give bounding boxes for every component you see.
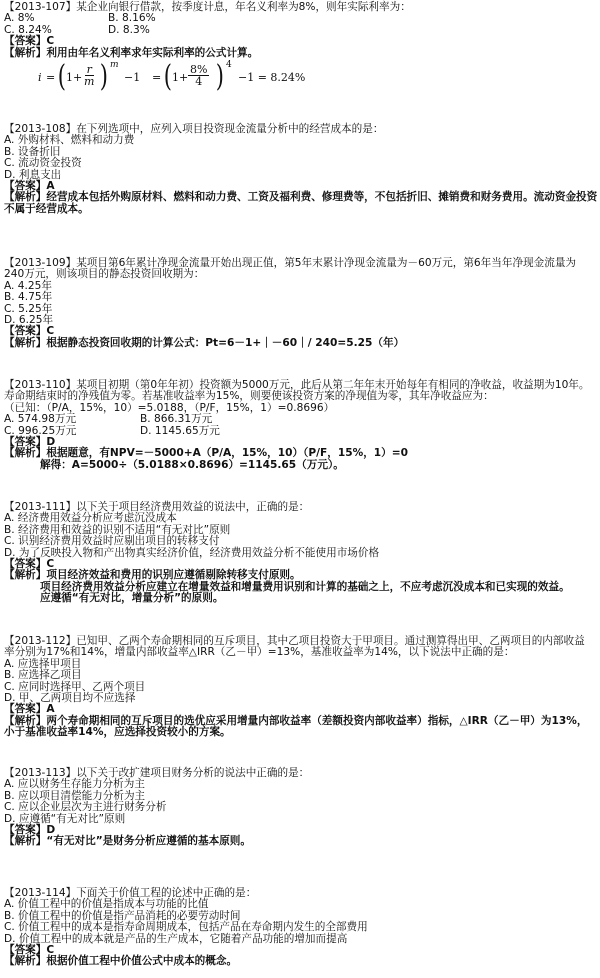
question-stem-cont: 240万元，则该项目的静态投资回收期为： [4,268,205,281]
option-d: D. 1145.65万元 [140,424,220,437]
option-d: D. 价值工程中的成本就是产品的生产成本，它随着产品功能的增加而提高 [4,932,348,945]
option-d: D. 甲、乙两项目均不应选择 [4,692,136,705]
option-b: B. 8.16% [108,12,156,25]
option-a: A. 经济费用效益分析应考虑沉没成本 [4,512,177,525]
question-stem: 【2013-114】下面关于价值工程的论述中正确的是： [4,887,257,899]
option-a: A. 应选择甲项目 [4,657,82,670]
answer: 【答案】A [4,180,55,193]
question-stem: 【2013-110】某项目初期（第0年年初）投资额为5000万元，此后从第二年年末开始每年有相同的净收益，收益期为10年。 [4,379,590,391]
answer: 【答案】D [4,436,56,448]
answer: 【答案】C [4,35,55,48]
option-a: A. 价值工程中的价值是指成本与功能的比值 [4,898,209,911]
analysis: 【解析】根据题意，有NPV=－5000+A（P/A，15%，10）（P/F，15%，1）=0 [4,447,409,460]
option-b: B. 应以项目清偿能力分析为主 [4,789,146,802]
options-row [4,414,596,425]
question-2013-112 [4,636,596,739]
answer: 【答案】C [4,944,55,957]
option-a: A. 4.25年 [4,279,52,292]
analysis: 【解析】根据价值工程中价值公式中成本的概念。 [4,955,238,968]
options-row [4,426,596,437]
question-stem: 【2013-108】在下列选项中，应列入项目投资现金流量分析中的经营成本的是： [4,123,384,135]
option-b: B. 设备折旧 [4,145,61,158]
option-c: C. 996.25万元 [4,424,77,437]
question-2013-114 [4,888,596,968]
analysis: 【解析】两个寿命期相同的互斥项目的选优应采用增量内部收益率（差额投资内部收益率）指标，△IRR（乙－甲）为13%， [4,714,588,727]
option-a: A. 574.98万元 [4,413,77,426]
analysis: 【解析】经营成本包括外购原材料、燃料和动力费、工资及福利费、修理费等，不包括折旧、摊销费和财务费用。流动资金投资 [4,191,598,204]
question-stem: 【2013-113】以下关于改扩建项目财务分析的说法中正确的是： [4,767,310,779]
option-d: D. 利息支出 [4,168,62,181]
question-stem-cont: 寿命期结束时的净残值为零。若基准收益率为15%，则要使该投资方案的净现值为零，其年净收益应为： [4,390,494,403]
options-row [4,13,596,24]
option-c: C. 流动资金投资 [4,157,82,170]
effective-rate-formula: i = ( 1+ $\frac{r}{m}$ ) m −1 = ( 1+ $\frac{8\%}{4}$ ) 4 −1 = 8.24% [38,59,306,94]
question-2013-110 [4,380,596,471]
question-2013-108 [4,124,596,215]
question-stem: 【2013-107】某企业向银行借款，按季度计息，年名义利率为8%，则年实际利率为： [4,1,411,13]
analysis-cont: 不属于经营成本。 [4,202,89,215]
option-a: A. 应以财务生存能力分析为主 [4,778,145,791]
options-row [4,25,596,36]
option-a: A. 外购材料、燃料和动力费 [4,134,135,147]
question-2013-111 [4,502,596,605]
question-stem: 【2013-112】已知甲、乙两个寿命期相同的互斥项目，其中乙项目投资大于甲项目。通过测算得出甲、乙两项目的内部收益 [4,635,585,647]
answer: 【答案】C [4,325,55,338]
analysis: 【解析】根据静态投资回收期的计算公式：Pt=6－1+｜－60｜/ 240=5.25（年） [4,336,405,349]
question-stem-cont: 率分别为17%和14%，增量内部收益率△IRR（乙－甲）=13%，基准收益率为14%，以下说法中正确的是： [4,646,515,659]
option-c: C. 5.25年 [4,302,53,315]
option-b: B. 价值工程中的价值是指产品消耗的必要劳动时间 [4,909,241,922]
option-b: B. 经济费用和效益的识别不适用“有无对比”原则 [4,523,231,536]
question-2013-113 [4,768,596,848]
answer: 【答案】A [4,703,55,716]
question-2013-109 [4,258,596,349]
analysis-cont: 应遵循“有无对比，增量分析”的原则。 [40,592,224,605]
question-stem: 【2013-109】某项目第6年累计净现金流量开始出现正值，第5年末累计净现金流量为－60万元，第6年当年净现金流量为 [4,257,577,269]
question-given: （已知：（P/A，15%，10）=5.0188，（P/F，15%，1）=0.8696） [4,401,335,414]
option-b: B. 应选择乙项目 [4,669,82,682]
option-b: B. 4.75年 [4,291,53,304]
answer: 【答案】C [4,558,55,571]
analysis: 【解析】利用由年名义利率求年实际利率的公式计算。 [4,46,259,59]
option-c: C. 价值工程中的成本是指寿命周期成本，包括产品在寿命期内发生的全部费用 [4,921,368,934]
option-d: D. 8.3% [108,23,150,36]
analysis: 【解析】项目经济效益和费用的识别应遵循剔除转移支付原则。 [4,569,301,582]
question-stem: 【2013-111】以下关于项目经济费用效益的说法中，正确的是： [4,501,310,513]
option-d: D. 应遵循“有无对比”原则 [4,812,126,825]
question-2013-107 [4,2,596,96]
analysis: 【解析】“有无对比”是财务分析应遵循的基本原则。 [4,835,251,848]
analysis-solution: 解得：A=5000÷（5.0188×0.8696）=1145.65（万元）。 [40,458,344,471]
option-c: C. 8.24% [4,23,52,36]
option-c: C. 应以企业层次为主进行财务分析 [4,801,167,814]
answer: 【答案】D [4,824,56,837]
option-a: A. 8% [4,12,35,25]
analysis-cont: 小于基准收益率14%，应选择投资较小的方案。 [4,726,231,739]
option-c: C. 识别经济费用效益时应剔出项目的转移支付 [4,535,220,548]
option-c: C. 应同时选择甲、乙两个项目 [4,680,146,693]
option-d: D. 为了反映投入物和产出物真实经济价值，经济费用效益分析不能使用市场价格 [4,546,380,559]
option-b: B. 866.31万元 [140,413,213,426]
analysis-cont: 项目经济费用效益分析应建立在增量效益和增量费用识别和计算的基础之上，不应考虑沉没成本和已实现的效益。 [40,580,570,593]
option-d: D. 6.25年 [4,314,54,327]
